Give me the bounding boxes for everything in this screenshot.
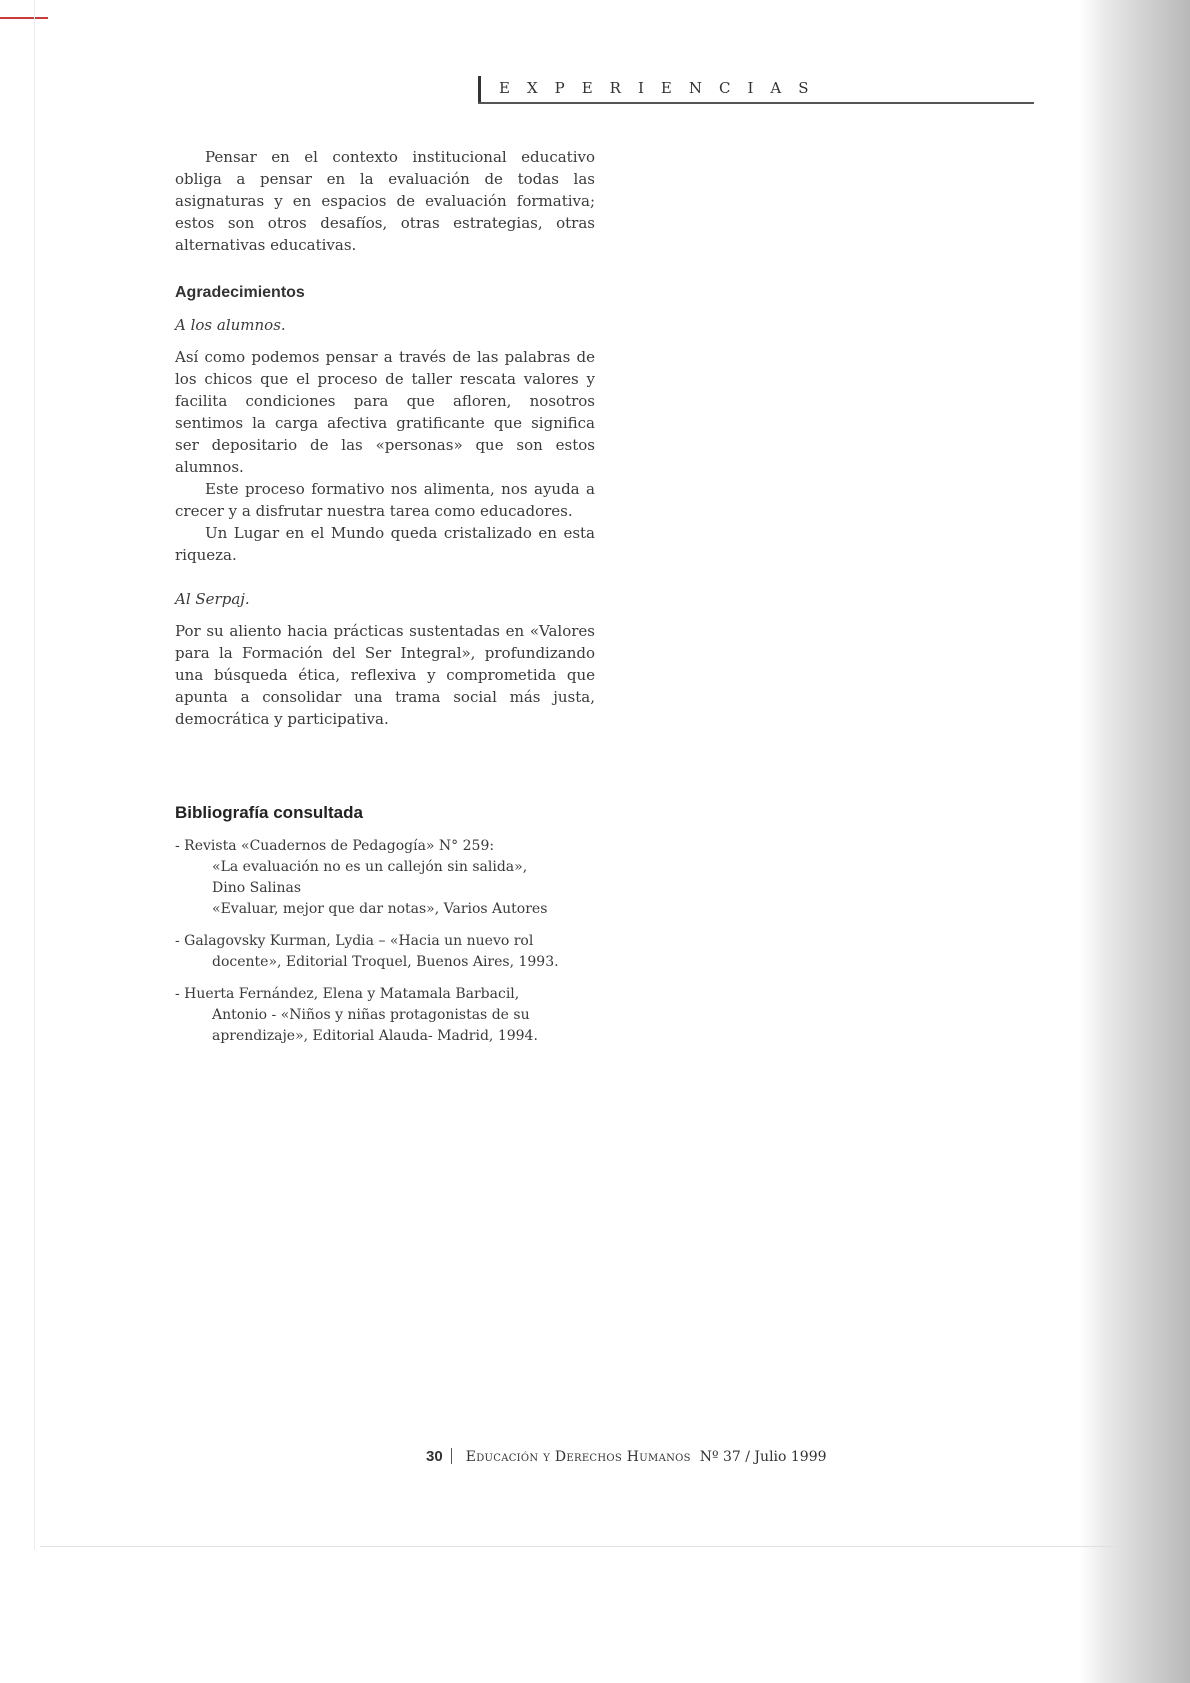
issue-info: Nº 37 / Julio 1999 — [699, 1449, 827, 1465]
intro-paragraph: Pensar en el contexto institucional educativo obliga a pensar en la evaluación de todas las asignaturas y en espacios de evaluación formativa; estos son otros desafíos, otras estrategias, otras alternativas educativas. — [175, 148, 595, 254]
bib-line: aprendizaje», Editorial Alauda- Madrid, 1994. — [212, 1028, 538, 1044]
bib-line: - Galagovsky Kurman, Lydia – «Hacia un nuevo rol — [175, 933, 534, 949]
bib-line: - Revista «Cuadernos de Pedagogía» N° 259: — [175, 838, 495, 854]
bib-line: Antonio - «Niños y niñas protagonistas de su — [212, 1007, 530, 1023]
header-rule — [478, 102, 1034, 104]
header-bar — [478, 76, 481, 102]
bib-line: «Evaluar, mejor que dar notas», Varios Autores — [212, 901, 548, 917]
running-header — [478, 76, 1034, 104]
students-paragraph-1: Así como podemos pensar a través de las palabras de los chicos que el proceso de taller rescata valores y facilita condiciones para que afloren, nosotros sentimos la carga afectiva gratificante que significa ser depositario de las «personas» que son estos alumnos. — [175, 348, 595, 476]
scan-left-edge — [34, 0, 35, 1550]
bibliography-item — [175, 931, 595, 973]
bibliography-item — [175, 984, 595, 1047]
section-label: EXPERIENCIAS — [499, 79, 826, 97]
bibliography-list — [175, 836, 595, 1047]
bib-line: docente», Editorial Troquel, Buenos Aires, 1993. — [212, 954, 559, 970]
footer-divider — [451, 1448, 452, 1464]
publication-name: Educación y Derechos Humanos — [465, 1449, 691, 1465]
bibliography-item — [175, 836, 595, 920]
students-subtitle: A los alumnos. — [175, 316, 286, 334]
page-edge-shadow — [1080, 0, 1190, 1683]
bib-line: - Huerta Fernández, Elena y Matamala Barbacil, — [175, 986, 520, 1002]
text-column — [175, 146, 595, 1058]
scan-margin-mark — [0, 17, 48, 19]
serpaj-paragraph: Por su aliento hacia prácticas sustentadas en «Valores para la Formación del Ser Integral», profundizando una búsqueda ética, reflexiva y comprometida que apunta a consolidar una trama social más justa, democrática y participativa. — [175, 622, 595, 728]
page-footer — [426, 1448, 986, 1465]
bib-line: «La evaluación no es un callejón sin salida», — [212, 859, 528, 875]
bibliography-heading: Bibliografía consultada — [175, 803, 363, 822]
serpaj-subtitle: Al Serpaj. — [175, 590, 250, 608]
bib-line: Dino Salinas — [212, 880, 302, 896]
page-number: 30 — [426, 1448, 443, 1465]
students-paragraph-2: Este proceso formativo nos alimenta, nos ayuda a crecer y a disfrutar nuestra tarea como educadores. — [175, 480, 595, 520]
scan-bottom-edge — [40, 1546, 1120, 1547]
acknowledgements-heading: Agradecimientos — [175, 284, 305, 301]
students-paragraph-3: Un Lugar en el Mundo queda cristalizado en esta riqueza. — [175, 524, 595, 564]
